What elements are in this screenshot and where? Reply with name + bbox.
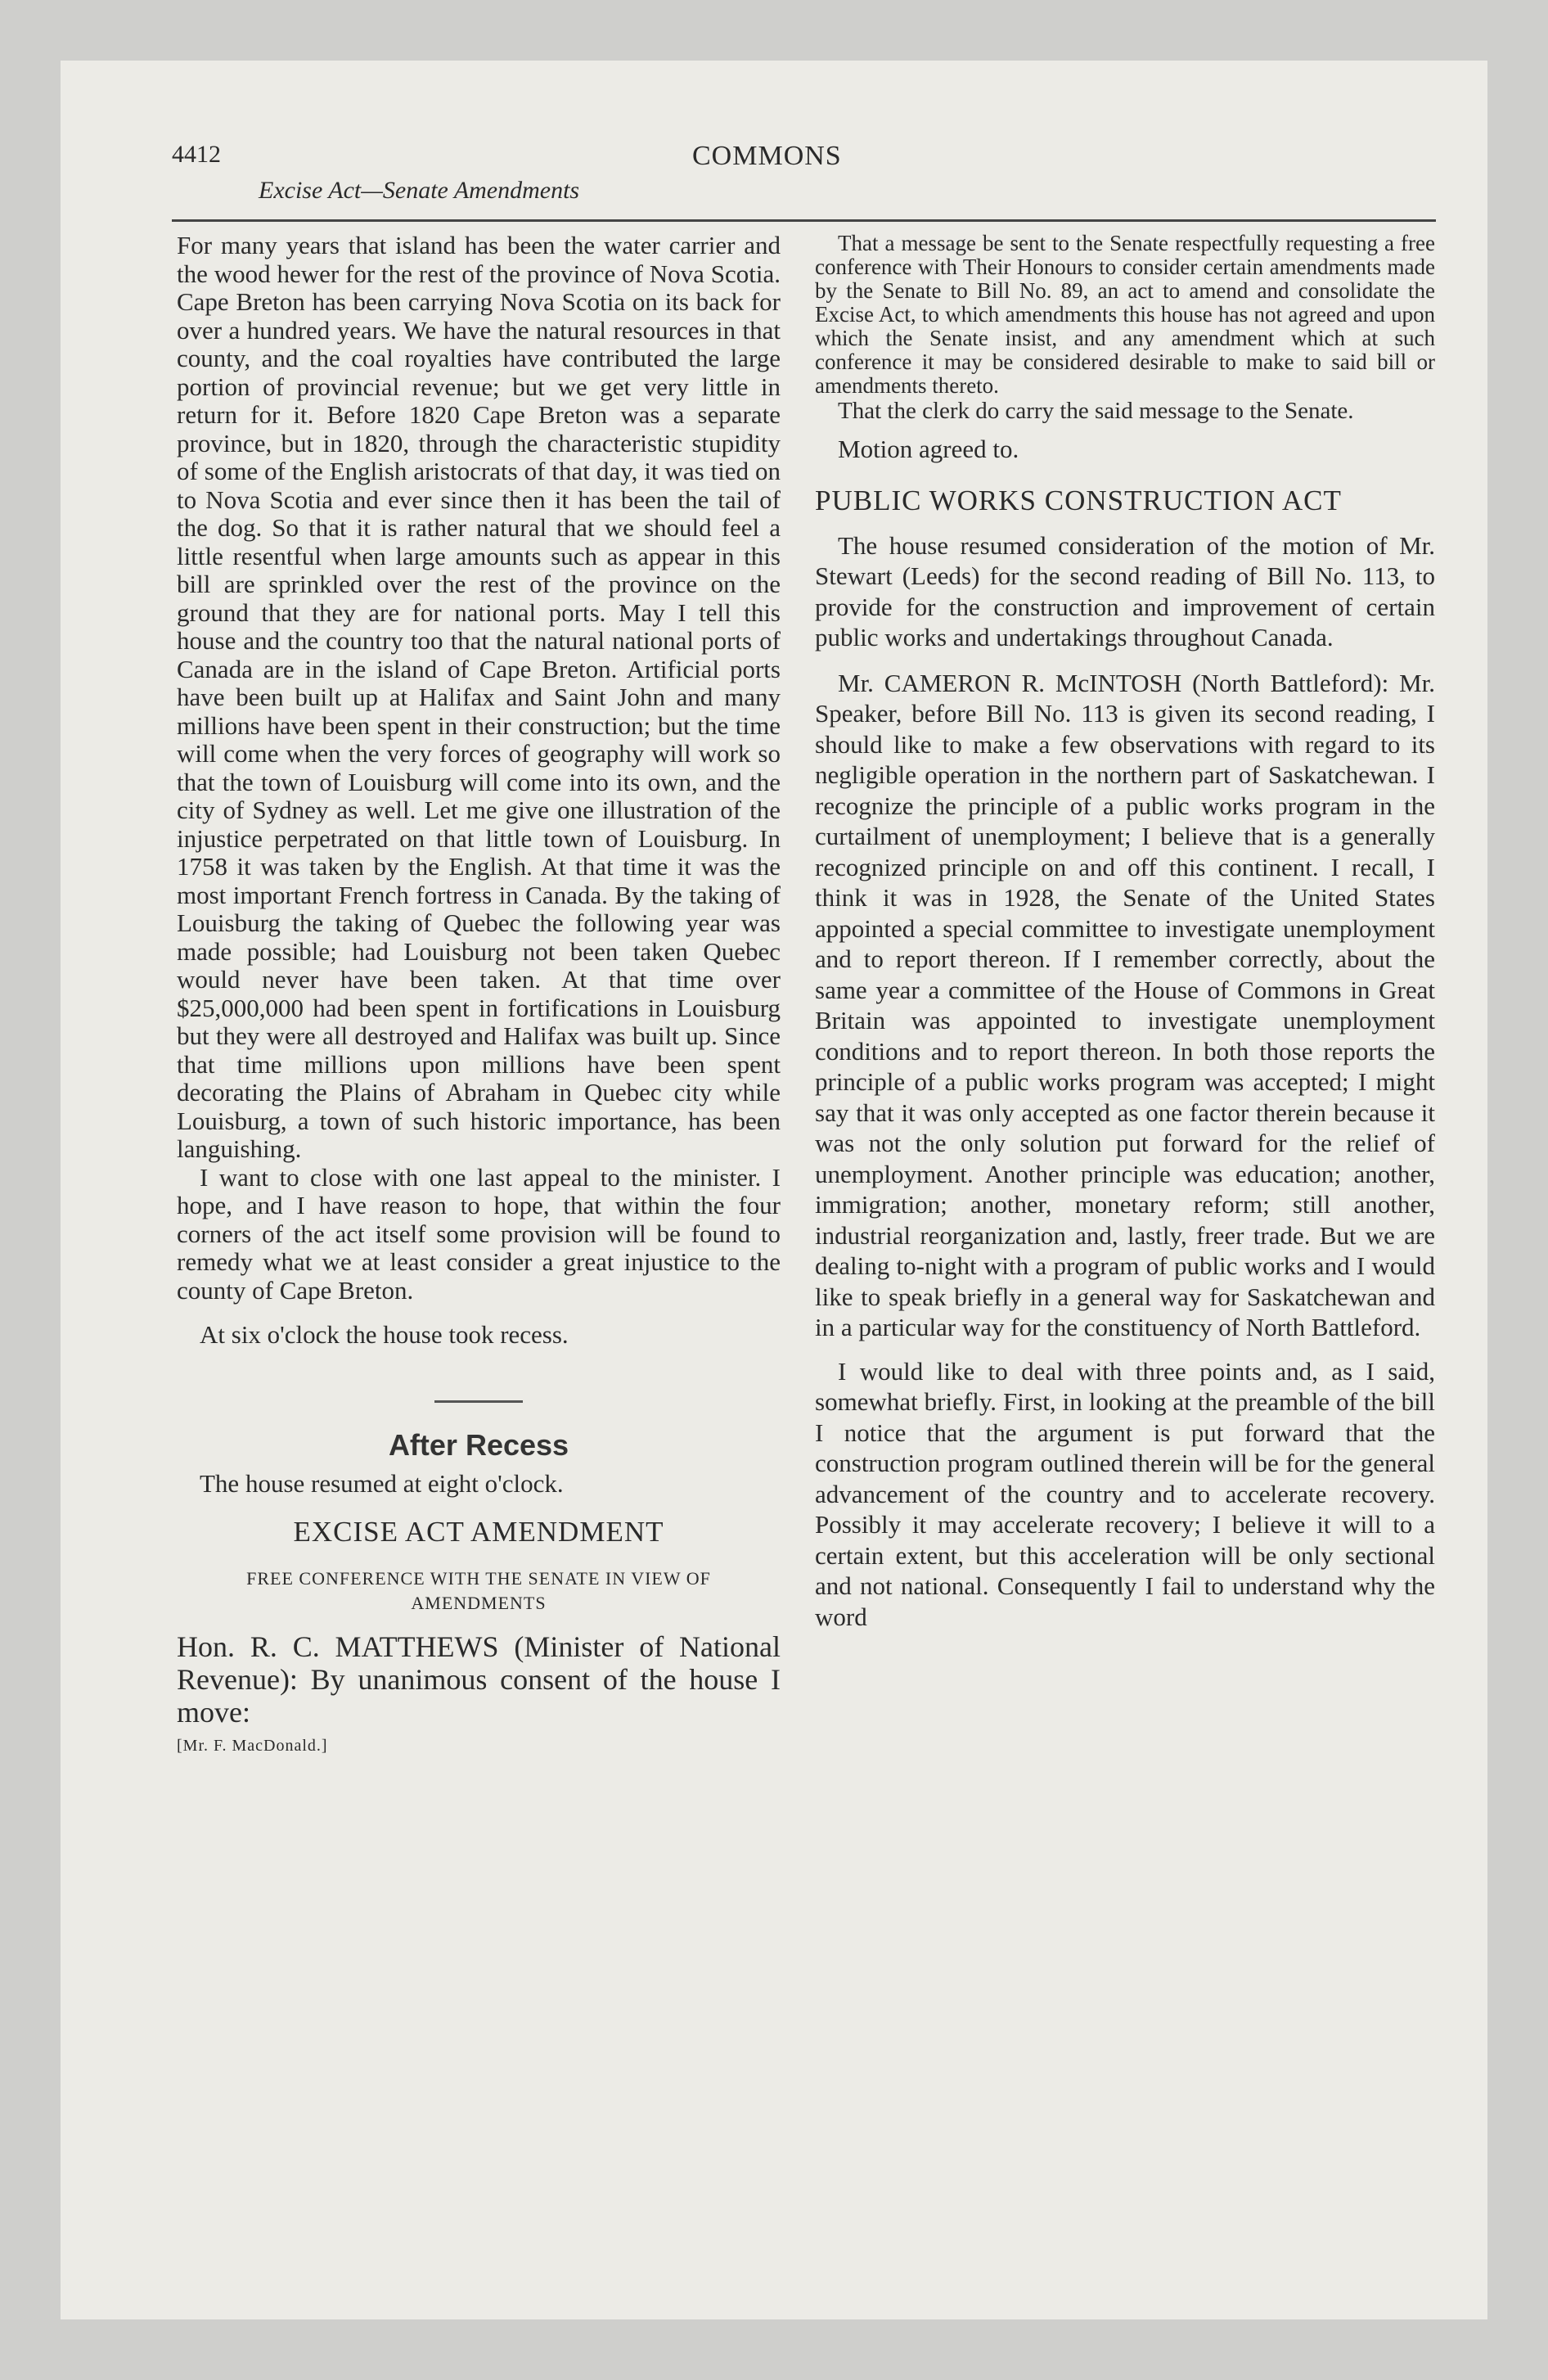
motion-message-senate: That a message be sent to the Senate respectfully requesting a free conference with Their Honours to consider certain amendments made by the Senate to Bill No. 89, an act to amend and consolidate the Excise Act, to which amendments this house has not agreed and upon which the Senate insist, and any amendment which at such conference it may be considered desirable to make to said bill or amendments thereto. (815, 231, 1435, 398)
right-column (815, 232, 1435, 1632)
mcintosh-speech: Mr. CAMERON R. McINTOSH (North Battleford): Mr. Speaker, before Bill No. 113 is given its second reading, I should like to make a few observations with regard to its negligible operation in the northern part of Saskatchewan. I recognize the principle of a public works program in the curtailment of unemployment; I believe that is a generally recognized principle on and off this continent. I recall, I think it was in 1928, the Senate of the United States appointed a special committee to investigate unemployment and to report thereon. If I remember correctly, about the same year a committee of the House of Commons in Great Britain was appointed to investigate unemployment conditions and to report thereon. In both those reports the principle of a public works program was accepted; I might say that it was only accepted as one factor therein because it was not the only solution put forward for the relief of unemployment. Another principle was education; another, immigration; another, monetary reform; still another, industrial reorganization and, lastly, freer trade. But we are dealing to-night with a program of public works and I would like to speak briefly in a general way for Saskatchewan and in a particular way for the constituency of North Battleford. (815, 668, 1435, 1341)
paragraph-cape-breton: For many years that island has been the water carrier and the wood hewer for the rest of the province of Nova Scotia. Cape Breton has been carrying Nova Scotia on its back for over a hundred years. We have the natural resources in that county, and the coal royalties have contributed the large portion of provincial revenue; but we get very little in return for it. Before 1820 Cape Breton was a separate province, but in 1820, through the characteristic stupidity of some of the English aristocrats of that day, it was tied on to Nova Scotia and ever since then it has been the tail of the dog. So that it is rather natural that we should feel a little resentful when large amounts such as appear in this bill are sprinkled over the rest of the province on the ground that they are for national ports. May I tell this house and the country too that the natural national ports of Canada are in the island of Cape Breton. Artificial ports have been built up at Halifax and Saint John and many millions have been spent in their construction; but the time will come when the very forces of geography will work so that the town of Louisburg will come into its own, and the city of Sydney as well. Let me give one illustration of the injustice perpetrated on that little town of Louisburg. In 1758 it was taken by the English. At that time it was the most important French fortress in Canada. By the taking of Louisburg the taking of Quebec the following year was made possible; had Louisburg not been taken Quebec would never have been taken. At that time over $25,000,000 had been spent in fortifications in Louisburg but they were all destroyed and Halifax was built up. Since that time millions upon millions have been spent decorating the Plains of Abraham in Quebec city while Louisburg, a town of such historic importance, has been languishing. (177, 231, 781, 1163)
matthews-motion-intro: Hon. R. C. MATTHEWS (Minister of National Revenue): By unanimous consent of the house I move: (177, 1630, 781, 1729)
header-rule (172, 219, 1436, 222)
paragraph-resumed: The house resumed at eight o'clock. (200, 1468, 564, 1498)
paragraph-closing-appeal: I want to close with one last appeal to the minister. I hope, and I have reason to hope, that within the four corners of the act itself some provision will be found to remedy what we at least consider a great injustice to the county of Cape Breton. (177, 1162, 781, 1305)
paragraph-recess: At six o'clock the house took recess. (200, 1320, 569, 1349)
after-recess-heading: After Recess (388, 1427, 569, 1462)
mcintosh-speech-continued: I would like to deal with three points and, as I said, somewhat briefly. First, in looking at the preamble of the bill I notice that the argument is put forward that the construction program outlined therein will be for the general advancement of the country and to accelerate recovery. Possibly it may accelerate recovery; I believe it will to a certain extent, but this acceleration will be only sectional and not national. Consequently I fail to understand why the word (815, 1356, 1435, 1631)
section-divider (434, 1400, 523, 1403)
chamber-title: COMMONS (692, 141, 842, 171)
left-column (177, 232, 781, 1756)
motion-clerk: That the clerk do carry the said message to the Senate. (838, 398, 1354, 424)
footer-speaker-tag: [Mr. F. MacDonald.] (177, 1737, 328, 1755)
excise-act-heading: EXCISE ACT AMENDMENT (293, 1516, 664, 1548)
page-number: 4412 (172, 141, 221, 168)
paragraph-bill-113: The house resumed consideration of the motion of Mr. Stewart (Leeds) for the second reading of Bill No. 113, to provide for the construction and improvement of certain public works and undertakings throughout Canada. (815, 530, 1435, 651)
public-works-heading: PUBLIC WORKS CONSTRUCTION ACT (815, 484, 1342, 516)
motion-agreed: Motion agreed to. (838, 435, 1019, 463)
conference-subheading: FREE CONFERENCE WITH THE SENATE IN VIEW OF AMENDMENTS (246, 1568, 711, 1613)
running-subject: Excise Act—Senate Amendments (259, 177, 580, 204)
